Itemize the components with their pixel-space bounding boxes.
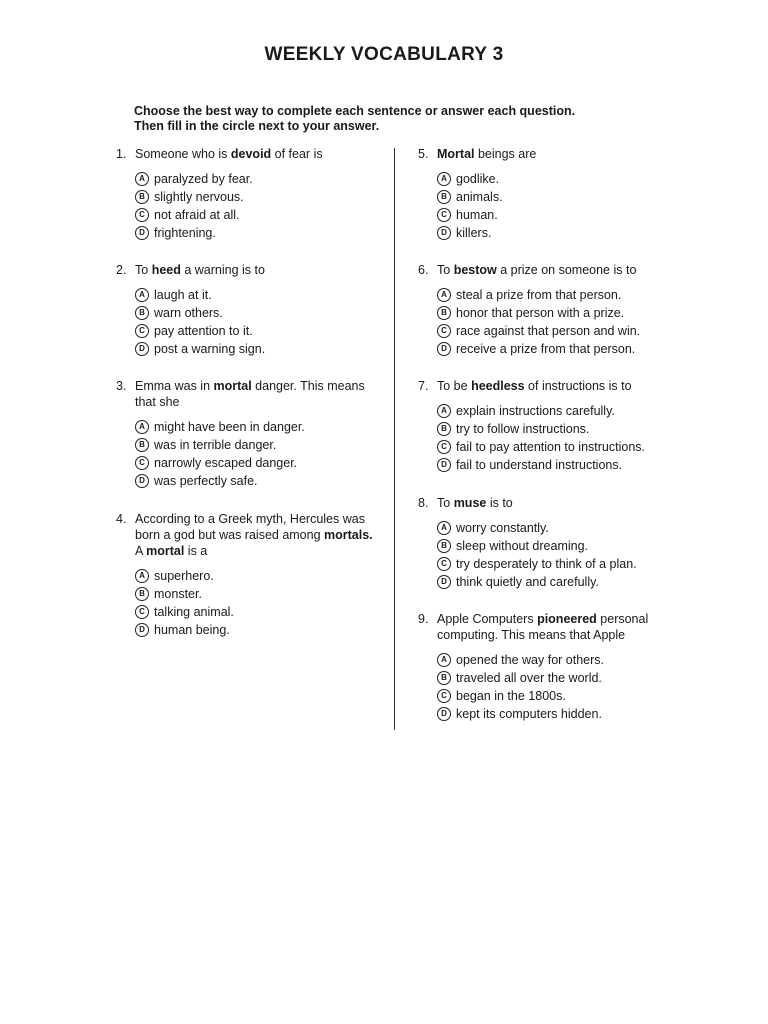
question-7	[418, 378, 668, 474]
answer-option[interactable]	[135, 188, 376, 206]
question-stem	[437, 378, 668, 394]
answer-text: laugh at it.	[154, 288, 212, 302]
answer-options	[418, 651, 668, 723]
answer-option[interactable]	[437, 669, 668, 687]
question-3	[116, 378, 376, 490]
answer-text: began in the 1800s.	[456, 689, 566, 703]
answer-text: try to follow instructions.	[456, 422, 590, 436]
answer-text: human.	[456, 208, 498, 222]
question-1	[116, 146, 376, 242]
answer-options	[116, 418, 376, 490]
answer-option[interactable]	[437, 420, 668, 438]
answer-bubble-icon[interactable]: A	[437, 172, 451, 186]
answer-option[interactable]	[437, 188, 668, 206]
answer-text: slightly nervous.	[154, 190, 244, 204]
answer-bubble-icon[interactable]: C	[437, 440, 451, 454]
stem-text: beings are	[474, 147, 537, 161]
answer-bubble-icon[interactable]: D	[135, 226, 149, 240]
question-stem	[135, 378, 376, 410]
answer-bubble-icon[interactable]: A	[437, 521, 451, 535]
question-stem	[437, 262, 668, 278]
stem-text: To	[135, 263, 152, 277]
question-8	[418, 495, 668, 591]
answer-text: superhero.	[154, 569, 214, 583]
question-number: 1.	[116, 147, 127, 161]
answer-text: sleep without dreaming.	[456, 539, 589, 553]
question-prompt	[116, 511, 376, 559]
stem-text: a prize on someone is to	[496, 263, 637, 277]
question-number: 7.	[418, 379, 429, 393]
answer-option[interactable]	[135, 286, 376, 304]
answer-bubble-icon[interactable]: C	[437, 208, 451, 222]
answer-text: traveled all over the world.	[456, 671, 602, 685]
question-number: 9.	[418, 612, 429, 626]
answer-option[interactable]	[437, 537, 668, 555]
answer-option[interactable]	[135, 418, 376, 436]
question-stem	[135, 511, 376, 559]
instructions	[134, 104, 614, 134]
answer-text: try desperately to think of a plan.	[456, 557, 637, 571]
answer-option[interactable]	[135, 621, 376, 639]
answer-option[interactable]	[437, 224, 668, 242]
answer-options	[116, 170, 376, 242]
answer-text: frightening.	[154, 226, 216, 240]
answer-bubble-icon[interactable]: A	[135, 569, 149, 583]
answer-option[interactable]	[437, 402, 668, 420]
answer-options	[418, 170, 668, 242]
answer-option[interactable]	[437, 170, 668, 188]
answer-option[interactable]	[437, 573, 668, 591]
answer-option[interactable]	[135, 472, 376, 490]
answer-bubble-icon[interactable]: D	[437, 458, 451, 472]
answer-bubble-icon[interactable]: A	[437, 653, 451, 667]
answer-bubble-icon[interactable]: A	[135, 420, 149, 434]
answer-bubble-icon[interactable]: C	[437, 557, 451, 571]
answer-bubble-icon[interactable]: B	[135, 306, 149, 320]
answer-text: paralyzed by fear.	[154, 172, 253, 186]
answer-option[interactable]	[135, 170, 376, 188]
answer-option[interactable]	[437, 555, 668, 573]
answer-bubble-icon[interactable]: B	[437, 671, 451, 685]
answer-option[interactable]	[135, 567, 376, 585]
answer-text: receive a prize from that person.	[456, 342, 636, 356]
answer-text: not afraid at all.	[154, 208, 240, 222]
answer-text: human being.	[154, 623, 230, 637]
stem-text: danger. This means that she	[135, 379, 365, 409]
question-4	[116, 511, 376, 639]
stem-text: Emma was in	[135, 379, 214, 393]
stem-text: is a	[184, 544, 208, 558]
vocabulary-word: mortals.	[324, 528, 373, 542]
vocabulary-word: Mortal	[437, 147, 475, 161]
answer-bubble-icon[interactable]: B	[437, 422, 451, 436]
stem-text: To	[437, 263, 454, 277]
question-prompt	[418, 146, 668, 162]
answer-bubble-icon[interactable]: B	[437, 306, 451, 320]
stem-text: To be	[437, 379, 472, 393]
answer-bubble-icon[interactable]: C	[135, 605, 149, 619]
stem-text: a warning is to	[180, 263, 265, 277]
answer-text: was in terrible danger.	[154, 438, 277, 452]
answer-bubble-icon[interactable]: D	[135, 623, 149, 637]
answer-bubble-icon[interactable]: C	[135, 324, 149, 338]
stem-text: of fear is	[271, 147, 323, 161]
answer-option[interactable]	[135, 603, 376, 621]
answer-text: race against that person and win.	[456, 324, 641, 338]
answer-options	[116, 567, 376, 639]
answer-bubble-icon[interactable]: A	[437, 288, 451, 302]
vocabulary-word: mortal	[213, 379, 252, 393]
answer-option[interactable]	[437, 340, 668, 358]
answer-option[interactable]	[437, 286, 668, 304]
answer-bubble-icon[interactable]: B	[437, 539, 451, 553]
answer-bubble-icon[interactable]: C	[437, 324, 451, 338]
answer-text: explain instructions carefully.	[456, 404, 615, 418]
question-9	[418, 611, 668, 723]
answer-option[interactable]	[437, 304, 668, 322]
answer-bubble-icon[interactable]: B	[437, 190, 451, 204]
answer-bubble-icon[interactable]: A	[135, 172, 149, 186]
answer-options	[116, 286, 376, 358]
answer-text: narrowly escaped danger.	[154, 456, 298, 470]
answer-bubble-icon[interactable]: D	[437, 226, 451, 240]
answer-text: fail to pay attention to instructions.	[456, 440, 645, 454]
answer-option[interactable]	[135, 322, 376, 340]
vocabulary-word: pioneered	[537, 612, 597, 626]
question-prompt	[418, 611, 668, 643]
answer-option[interactable]	[135, 340, 376, 358]
question-number: 6.	[418, 263, 429, 277]
question-6	[418, 262, 668, 358]
vocabulary-word: heedless	[471, 379, 525, 393]
vocabulary-word: devoid	[230, 147, 272, 161]
answer-bubble-icon[interactable]: A	[135, 288, 149, 302]
answer-option[interactable]	[135, 454, 376, 472]
answer-option[interactable]	[135, 585, 376, 603]
answer-text: killers.	[456, 226, 492, 240]
answer-bubble-icon[interactable]: D	[437, 707, 451, 721]
answer-text: godlike.	[456, 172, 500, 186]
question-stem	[135, 146, 376, 162]
stem-text: is to	[486, 496, 513, 510]
answer-option[interactable]	[437, 705, 668, 723]
answer-text: might have been in danger.	[154, 420, 305, 434]
answer-option[interactable]	[437, 206, 668, 224]
question-stem	[135, 262, 376, 278]
answer-text: monster.	[154, 587, 202, 601]
answer-bubble-icon[interactable]: C	[135, 208, 149, 222]
question-prompt	[116, 378, 376, 410]
instructions-line-1: Choose the best way to complete each sentence or answer each question.	[134, 104, 576, 118]
answer-text: pay attention to it.	[154, 324, 253, 338]
answer-option[interactable]	[437, 687, 668, 705]
stem-text: According to a Greek myth, Hercules was born a god but was raised among	[135, 512, 365, 542]
answer-option[interactable]	[135, 304, 376, 322]
answer-bubble-icon[interactable]: A	[437, 404, 451, 418]
answer-text: talking animal.	[154, 605, 234, 619]
question-stem	[437, 146, 668, 162]
vocabulary-word: muse	[453, 496, 487, 510]
answer-option[interactable]	[135, 436, 376, 454]
answer-option[interactable]	[437, 322, 668, 340]
answer-bubble-icon[interactable]: C	[437, 689, 451, 703]
answer-options	[418, 402, 668, 474]
answer-text: was perfectly safe.	[154, 474, 258, 488]
stem-text: A	[135, 544, 147, 558]
stem-text: of instructions is to	[524, 379, 632, 393]
answer-bubble-icon[interactable]: D	[135, 474, 149, 488]
question-number: 4.	[116, 512, 127, 526]
answer-option[interactable]	[437, 456, 668, 474]
answer-text: fail to understand instructions.	[456, 458, 623, 472]
answer-bubble-icon[interactable]: D	[437, 575, 451, 589]
answer-bubble-icon[interactable]: B	[135, 190, 149, 204]
answer-text: warn others.	[154, 306, 223, 320]
answer-text: post a warning sign.	[154, 342, 266, 356]
instructions-line-2: Then fill in the circle next to your answer.	[134, 119, 380, 133]
answer-bubble-icon[interactable]: B	[135, 587, 149, 601]
answer-option[interactable]	[135, 206, 376, 224]
vocabulary-word: mortal	[146, 544, 185, 558]
question-prompt	[116, 146, 376, 162]
answer-text: worry constantly.	[456, 521, 549, 535]
answer-option[interactable]	[437, 438, 668, 456]
stem-text: Someone who is	[135, 147, 231, 161]
answer-bubble-icon[interactable]: D	[437, 342, 451, 356]
answer-option[interactable]	[437, 651, 668, 669]
stem-text: To	[437, 496, 454, 510]
answer-bubble-icon[interactable]: C	[135, 456, 149, 470]
question-number: 8.	[418, 496, 429, 510]
question-2	[116, 262, 376, 358]
question-prompt	[418, 262, 668, 278]
answer-option[interactable]	[135, 224, 376, 242]
worksheet-title: WEEKLY VOCABULARY 3	[264, 44, 504, 65]
question-prompt	[116, 262, 376, 278]
answer-text: kept its computers hidden.	[456, 707, 602, 721]
question-stem	[437, 611, 668, 643]
question-5	[418, 146, 668, 242]
question-number: 2.	[116, 263, 127, 277]
vocabulary-word: heed	[151, 263, 181, 277]
answer-bubble-icon[interactable]: B	[135, 438, 149, 452]
answer-text: honor that person with a prize.	[456, 306, 625, 320]
answer-text: steal a prize from that person.	[456, 288, 622, 302]
question-prompt	[418, 378, 668, 394]
answer-text: opened the way for others.	[456, 653, 605, 667]
question-stem	[437, 495, 668, 511]
question-prompt	[418, 495, 668, 511]
answer-text: animals.	[456, 190, 503, 204]
stem-text: personal computing. This means that Apple	[437, 612, 649, 642]
question-number: 3.	[116, 379, 127, 393]
answer-text: think quietly and carefully.	[456, 575, 599, 589]
vocabulary-word: bestow	[453, 263, 497, 277]
answer-bubble-icon[interactable]: D	[135, 342, 149, 356]
question-number: 5.	[418, 147, 429, 161]
answer-option[interactable]	[437, 519, 668, 537]
stem-text: Apple Computers	[437, 612, 538, 626]
answer-options	[418, 519, 668, 591]
answer-options	[418, 286, 668, 358]
column-divider	[394, 148, 395, 730]
